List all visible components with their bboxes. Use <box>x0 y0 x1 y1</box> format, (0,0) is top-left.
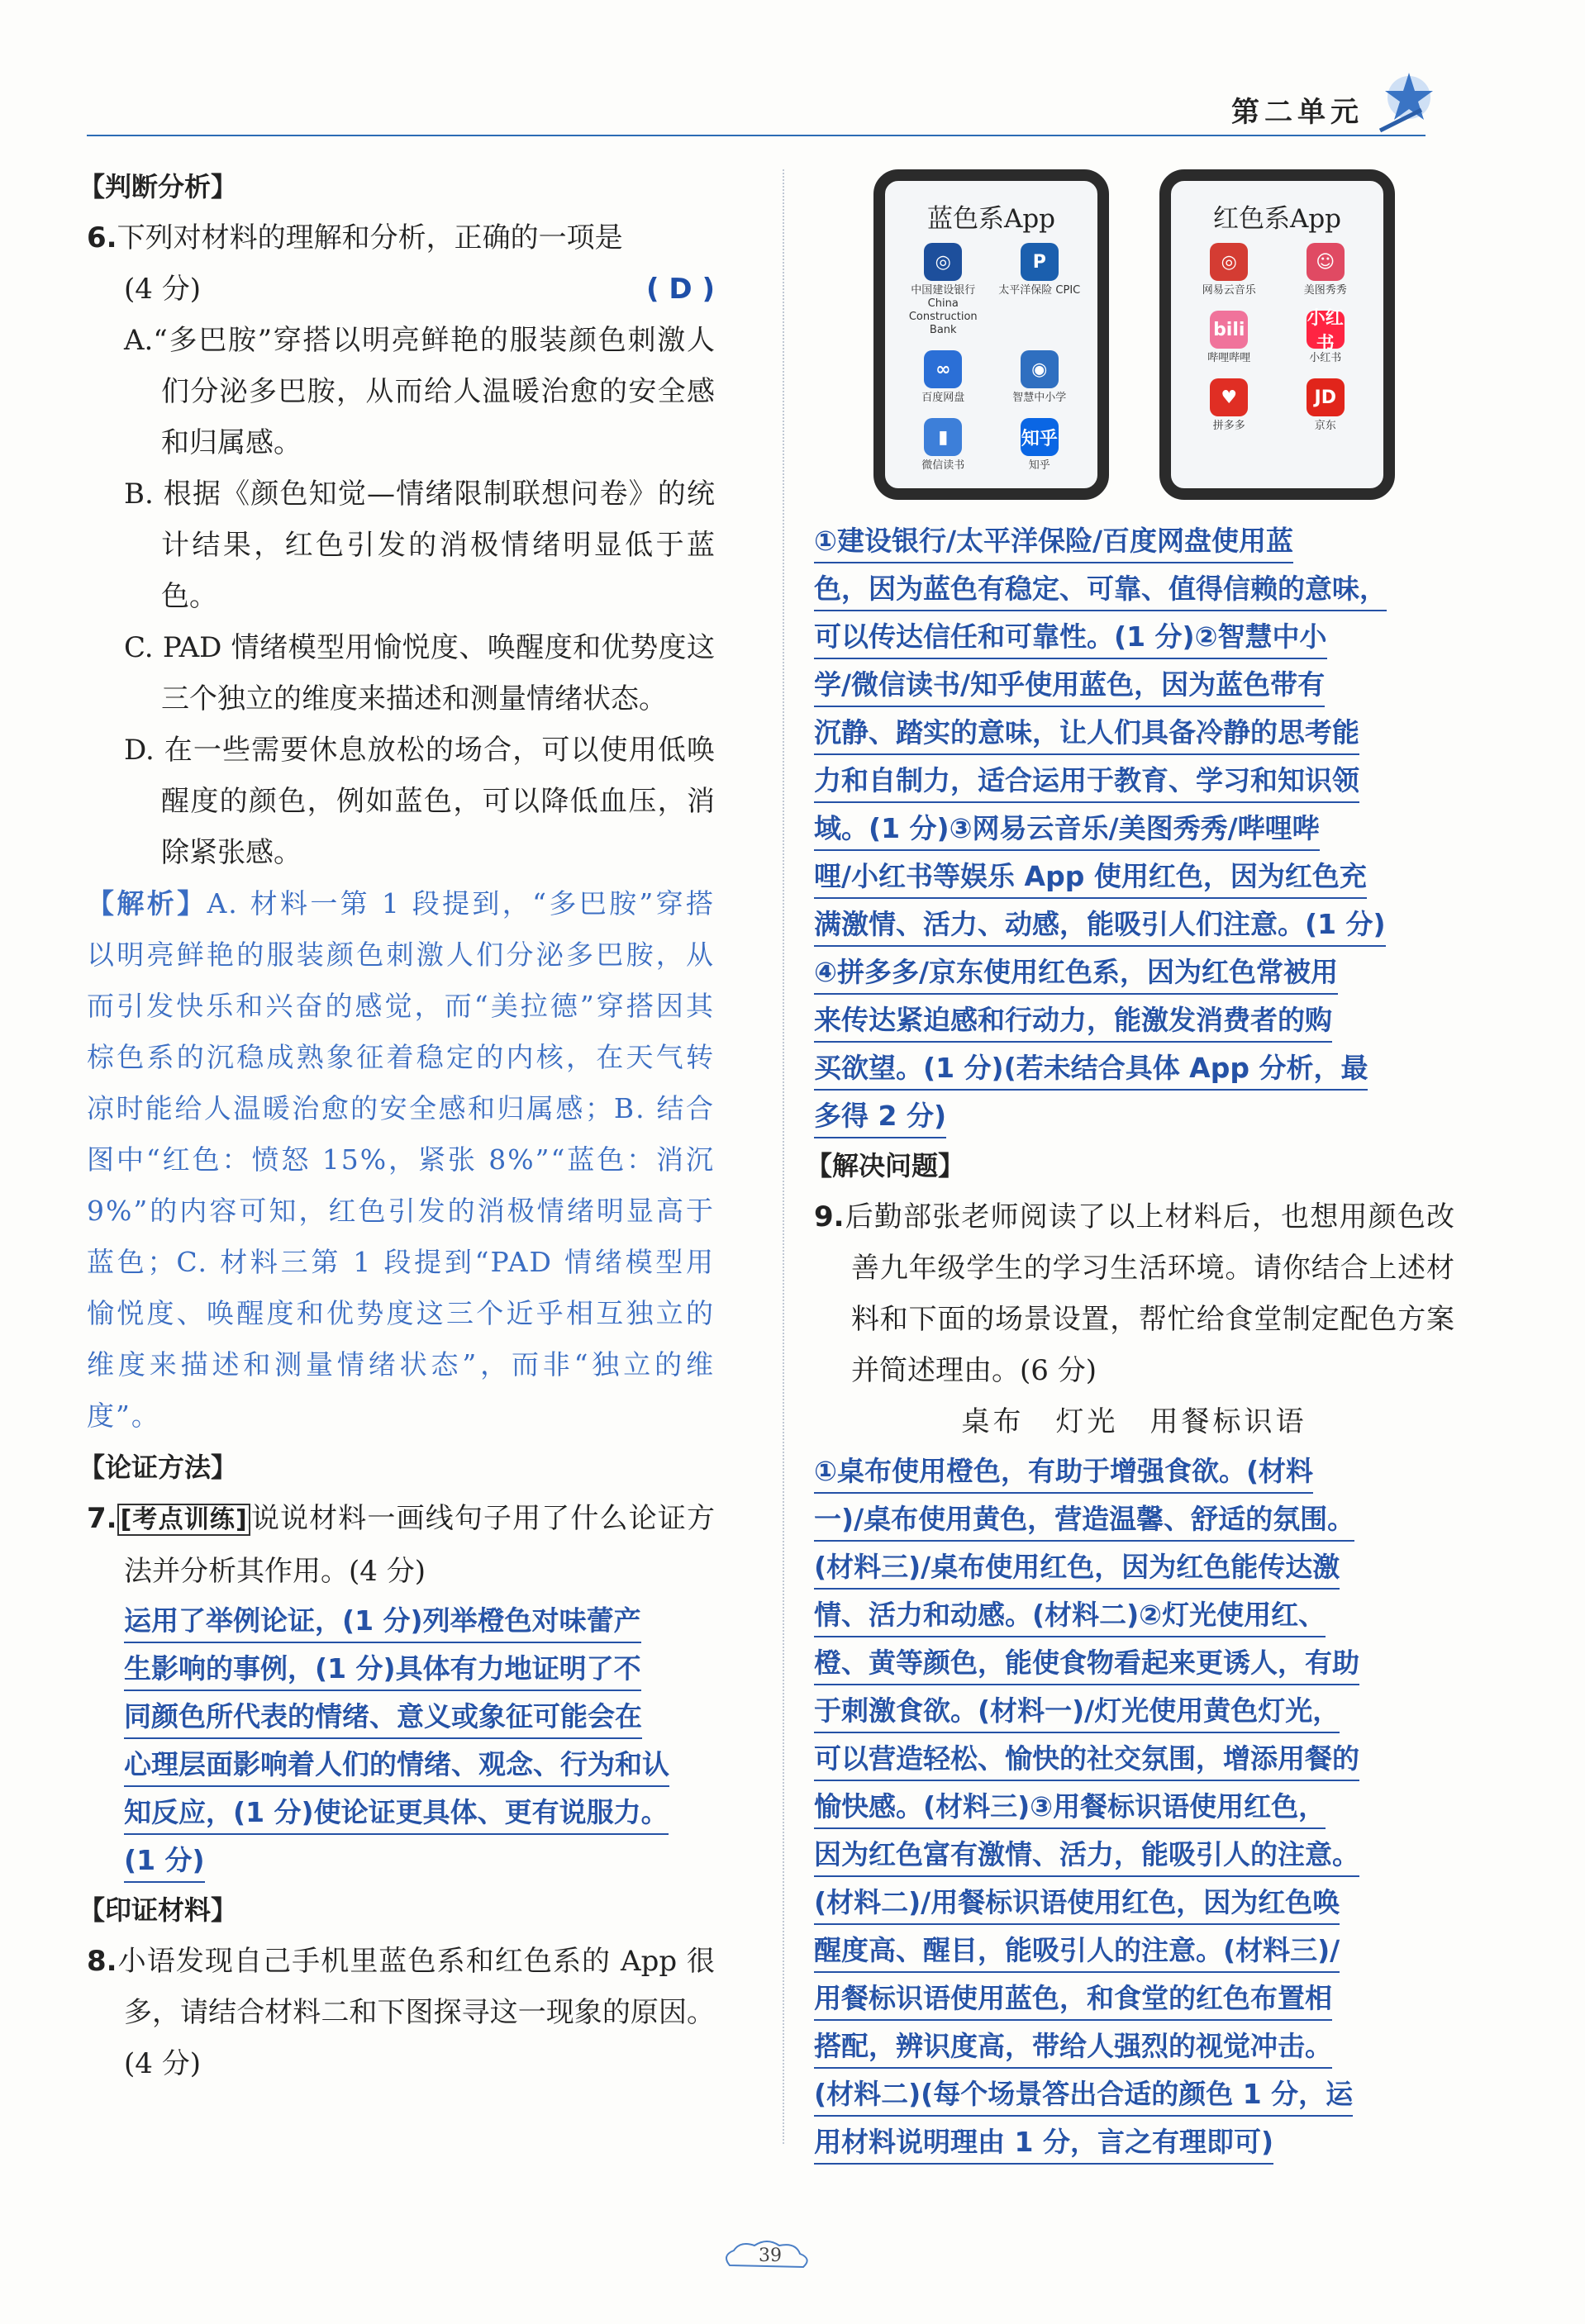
netease-music-icon: ◎ <box>1210 243 1248 281</box>
q7-answer-line: 知反应，(1 分)使论证更具体、更有说服力。 <box>124 1789 715 1837</box>
app-grid <box>885 243 1097 473</box>
q9-scenes: 桌布 灯光 用餐标识语 <box>961 1405 1307 1438</box>
smart-edu-icon: ◉ <box>1021 350 1059 388</box>
q9-answer-line: 醒度高、醒目，能吸引人的注意。(材料三)/ <box>814 1927 1454 1975</box>
q8-answer-line: 学/微信读书/知乎使用蓝色，因为蓝色带有 <box>814 661 1454 709</box>
page-number: 39 <box>759 2246 782 2266</box>
q6-option-d: D. 在一些需要休息放松的场合，可以使用低唤醒度的颜色，例如蓝色，可以降低血压，消除紧张感。 <box>124 734 715 869</box>
q6-option-b: B. 根据《颜色知觉—情绪限制联想问卷》的统计结果，红色引发的消极情绪明显低于蓝色。 <box>124 478 715 613</box>
zhihu-icon: 知乎 <box>1021 418 1059 456</box>
q9-answer-line: (材料三)/桌布使用红色，因为红色能传达激 <box>814 1543 1454 1591</box>
q6-score: (4 分) <box>124 273 201 306</box>
q9-answer-line: (材料二)/用餐标识语使用红色，因为红色唤 <box>814 1879 1454 1927</box>
q9-answer-line: 于刺激食欲。(材料一)/灯光使用黄色灯光， <box>814 1687 1454 1735</box>
q9-answer-line: 愉快感。(材料三)③用餐标识语使用红色， <box>814 1783 1454 1831</box>
q9-answer-line: 可以营造轻松、愉快的社交氛围，增添用餐的 <box>814 1735 1454 1783</box>
app-name: 拼多多 <box>1212 420 1245 432</box>
app-name: 京东 <box>1314 420 1336 432</box>
section-solve: 【解决问题】 <box>806 1150 965 1181</box>
q7-tag: [考点训练] <box>117 1504 250 1536</box>
phone-title: 蓝色系App <box>926 204 1056 234</box>
column-divider <box>783 169 784 2144</box>
q8-answer-line: 色，因为蓝色有稳定、可靠、值得信赖的意味， <box>814 565 1454 613</box>
q6-option-a: A.“多巴胺”穿搭以明亮鲜艳的服装颜色刺激人们分泌多巴胺，从而给人温暖治愈的安全感和归属感。 <box>124 324 715 459</box>
app-name: 百度网盘 <box>921 392 965 404</box>
phone-red-apps <box>1159 169 1395 500</box>
app-name: 美图秀秀 <box>1303 284 1347 297</box>
q6-analysis <box>87 878 715 1442</box>
app-name: 小红书 <box>1309 352 1342 364</box>
cpic-icon: P <box>1021 243 1059 281</box>
q8-answer-line: ①建设银行/太平洋保险/百度网盘使用蓝 <box>814 517 1454 565</box>
q9-answer-line: ①桌布使用橙色，有助于增强食欲。(材料 <box>814 1447 1454 1495</box>
q9-answer-line: 用材料说明理由 1 分，言之有理即可) <box>814 2118 1454 2166</box>
pinduoduo-icon: ♥ <box>1210 378 1248 416</box>
q8-number: 8. <box>87 1945 117 1978</box>
q8-answer-line: 满激情、活力、动感，能吸引人们注意。(1 分) <box>814 901 1454 948</box>
q9-answer-line: 情、活力和动感。(材料二)②灯光使用红、 <box>814 1591 1454 1639</box>
q9-answer-line: 橙、黄等颜色，能使食物看起来更诱人，有助 <box>814 1639 1454 1687</box>
bilibili-icon: bili <box>1210 311 1248 349</box>
baidu-pan-icon: ∞ <box>924 350 962 388</box>
app-item <box>992 418 1088 473</box>
phones-figure <box>814 161 1454 512</box>
wechat-read-icon: ▮ <box>924 418 962 456</box>
app-item <box>1278 308 1374 365</box>
section-argument: 【论证方法】 <box>79 1452 238 1483</box>
q8-answer-line: 哩/小红书等娱乐 App 使用红色，因为红色充 <box>814 853 1454 901</box>
q9-answer-line: 搭配，辨识度高，带给人强烈的视觉冲击。 <box>814 2022 1454 2070</box>
q9-answer-line: 一)/桌布使用黄色，营造温馨、舒适的氛围。 <box>814 1495 1454 1543</box>
q9-answer-line: 因为红色富有激情、活力，能吸引人的注意。 <box>814 1831 1454 1879</box>
q8-answer-line: 沉静、踏实的意味，让人们具备冷静的思考能 <box>814 709 1454 757</box>
q9-answer <box>814 1447 1454 2166</box>
app-item <box>1181 243 1278 297</box>
pencil-star-logo-icon <box>1372 64 1446 139</box>
q8-answer-line: 域。(1 分)③网易云音乐/美图秀秀/哔哩哔 <box>814 805 1454 853</box>
right-column <box>806 161 1454 2166</box>
phone-blue-apps <box>873 169 1109 500</box>
q6-analysis-text: A. 材料一第 1 段提到，“多巴胺”穿搭以明亮鲜艳的服装颜色刺激人们分泌多巴胺，从而引发快乐和兴奋的感觉，而“美拉德”穿搭因其棕色系的沉稳成熟象征着稳定的内核，在天气转凉时能给人温暖治愈的安全感和归属感；B. 结合图中“红色：愤怒 15%，紧张 8%”“蓝色：消沉 9%”的内容可知，红色引发的消极情绪明显高于蓝色；C. 材料三第 1 段提到“PAD 情绪模型用愉悦度、唤醒度和优势度这三个近乎相互独立的维度来描述和测量情绪状态”，而非“独立的维度”。 <box>87 887 716 1432</box>
q6-analysis-tag: 【解析】 <box>87 887 207 920</box>
app-item <box>1181 311 1278 365</box>
q8-answer-line: 可以传达信任和可靠性。(1 分)②智慧中小 <box>814 613 1454 661</box>
app-name: 知乎 <box>1028 459 1050 472</box>
xiaohongshu-icon: 小红书 <box>1307 308 1344 354</box>
app-item <box>1278 243 1374 297</box>
q6-option-c: C. PAD 情绪模型用愉悦度、唤醒度和优势度这三个独立的维度来描述和测量情绪状态。 <box>124 631 715 715</box>
app-name: 网易云音乐 <box>1202 284 1256 297</box>
meitu-icon: ☺ <box>1307 243 1345 281</box>
app-item <box>992 350 1088 405</box>
q7-answer-line: 生影响的事例，(1 分)具体有力地证明了不 <box>124 1645 715 1693</box>
app-item <box>1278 378 1374 433</box>
q8-stem <box>87 1936 715 2089</box>
unit-title: 第二单元 <box>1231 96 1364 129</box>
q9-answer-line: (材料二)(每个场景答出合适的颜色 1 分，运 <box>814 2070 1454 2118</box>
q7-text: 说说材料一画线句子用了什么论证方法并分析其作用。(4 分) <box>124 1502 716 1588</box>
q7-answer <box>87 1597 715 1884</box>
q9-stem <box>814 1191 1454 1396</box>
app-name: 智慧中小学 <box>1012 392 1067 404</box>
q8-answer-line: 来传达紧迫感和行动力，能激发消费者的购 <box>814 996 1454 1044</box>
jd-icon: JD <box>1307 378 1345 416</box>
q7-answer-line: 同颜色所代表的情绪、意义或象征可能会在 <box>124 1693 715 1741</box>
q6-number: 6. <box>87 221 117 254</box>
ccb-icon: ◎ <box>924 243 962 281</box>
q8-answer-line: ④拼多多/京东使用红色系，因为红色常被用 <box>814 948 1454 996</box>
left-column <box>79 161 716 2089</box>
q8-text: 小语发现自己手机里蓝色系和红色系的 App 很多，请结合材料二和下图探寻这一现象的原因。(4 分) <box>117 1945 715 2080</box>
app-name: 太平洋保险 CPIC <box>998 284 1081 297</box>
q9-answer-line: 用餐标识语使用蓝色，和食堂的红色布置相 <box>814 1975 1454 2022</box>
app-name: 中国建设银行 China Construction Bank <box>908 284 978 336</box>
q7-answer-line: 运用了举例论证，(1 分)列举橙色对味蕾产 <box>124 1597 715 1645</box>
app-item <box>895 243 992 337</box>
app-item <box>895 350 992 405</box>
q8-answer-line: 买欲望。(1 分)(若未结合具体 App 分析，最 <box>814 1044 1454 1092</box>
app-item <box>895 418 992 473</box>
q6-answer: ( D ) <box>646 273 715 306</box>
q7-stem <box>87 1493 715 1597</box>
q7-answer-line: 心理层面影响着人们的情绪、观念、行为和认 <box>124 1741 715 1789</box>
q8-answer <box>814 517 1454 1140</box>
phone-title: 红色系App <box>1212 204 1342 234</box>
section-judge: 【判断分析】 <box>79 171 238 202</box>
q6-stem <box>87 212 715 264</box>
app-name: 微信读书 <box>921 459 965 472</box>
q6-score-row <box>87 264 715 315</box>
q7-number: 7. <box>87 1502 117 1535</box>
q9-number: 9. <box>814 1200 845 1233</box>
app-item <box>992 243 1088 337</box>
q6-text: 下列对材料的理解和分析，正确的一项是 <box>117 221 623 254</box>
app-item <box>1181 378 1278 433</box>
q8-answer-line: 多得 2 分) <box>814 1092 1454 1140</box>
app-name: 哔哩哔哩 <box>1207 352 1251 364</box>
header-rule <box>87 135 1426 136</box>
q8-answer-line: 力和自制力，适合运用于教育、学习和知识领 <box>814 757 1454 805</box>
q9-text: 后勤部张老师阅读了以上材料后，也想用颜色改善九年级学生的学习生活环境。请你结合上述材料和下面的场景设置，帮忙给食堂制定配色方案并简述理由。(6 分) <box>844 1200 1454 1387</box>
app-grid <box>1171 243 1383 433</box>
section-evidence: 【印证材料】 <box>79 1894 238 1926</box>
q7-answer-line: (1 分) <box>124 1837 715 1884</box>
